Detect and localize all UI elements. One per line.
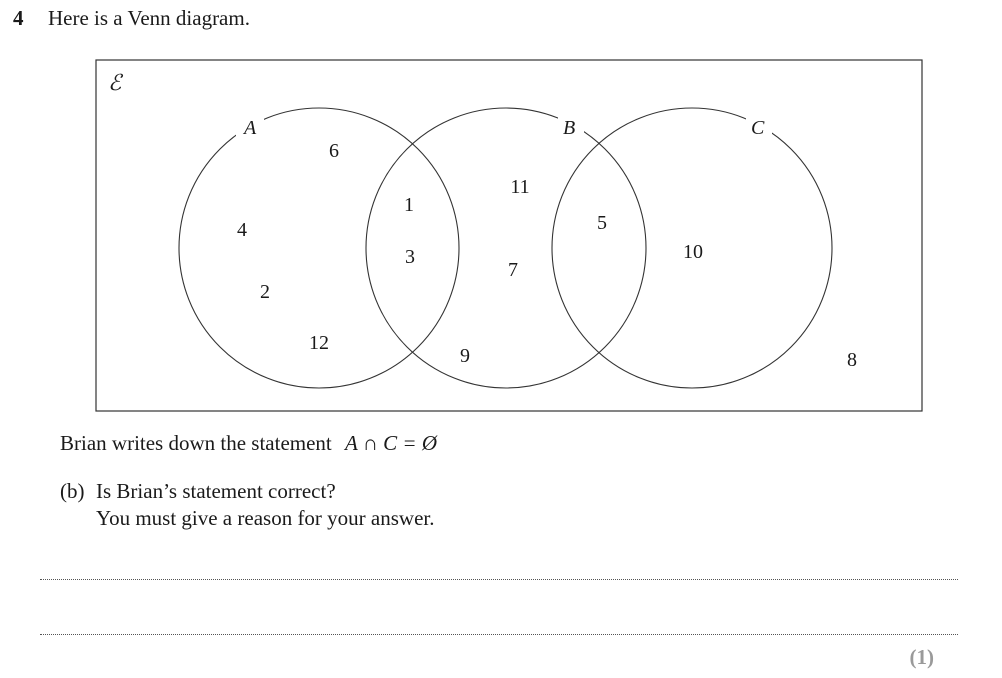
question-intro: Here is a Venn diagram. [48,6,250,30]
region-value: 9 [460,345,470,367]
statement-line [60,431,437,456]
region-value: 8 [847,349,857,371]
region-value: 6 [329,140,339,162]
set-a-label: A [244,117,257,139]
universal-set-box [96,60,922,411]
region-value: 10 [683,241,703,263]
region-value: 1 [404,194,414,216]
answer-line[interactable] [40,634,958,635]
part-b-label: (b) [60,479,85,503]
region-value: 4 [237,219,247,241]
region-value: 11 [510,176,530,198]
part-b-question: Is Brian’s statement correct? [96,479,336,503]
question-number: 4 [13,6,24,30]
region-value: 12 [309,332,329,354]
set-c-label: C [751,117,765,139]
part-b-instruction: You must give a reason for your answer. [96,506,435,530]
answer-line[interactable] [40,579,958,580]
region-value: 7 [508,259,518,281]
marks-label: (1) [909,645,934,669]
set-b-label: B [563,117,576,139]
region-value: 5 [597,212,607,234]
region-value: 3 [405,246,415,268]
statement-text: Brian writes down the statement [60,431,332,455]
region-value: 2 [260,281,270,303]
statement-math: A ∩ C = Ø [345,431,437,455]
universal-set-symbol: ℰ [108,70,122,95]
